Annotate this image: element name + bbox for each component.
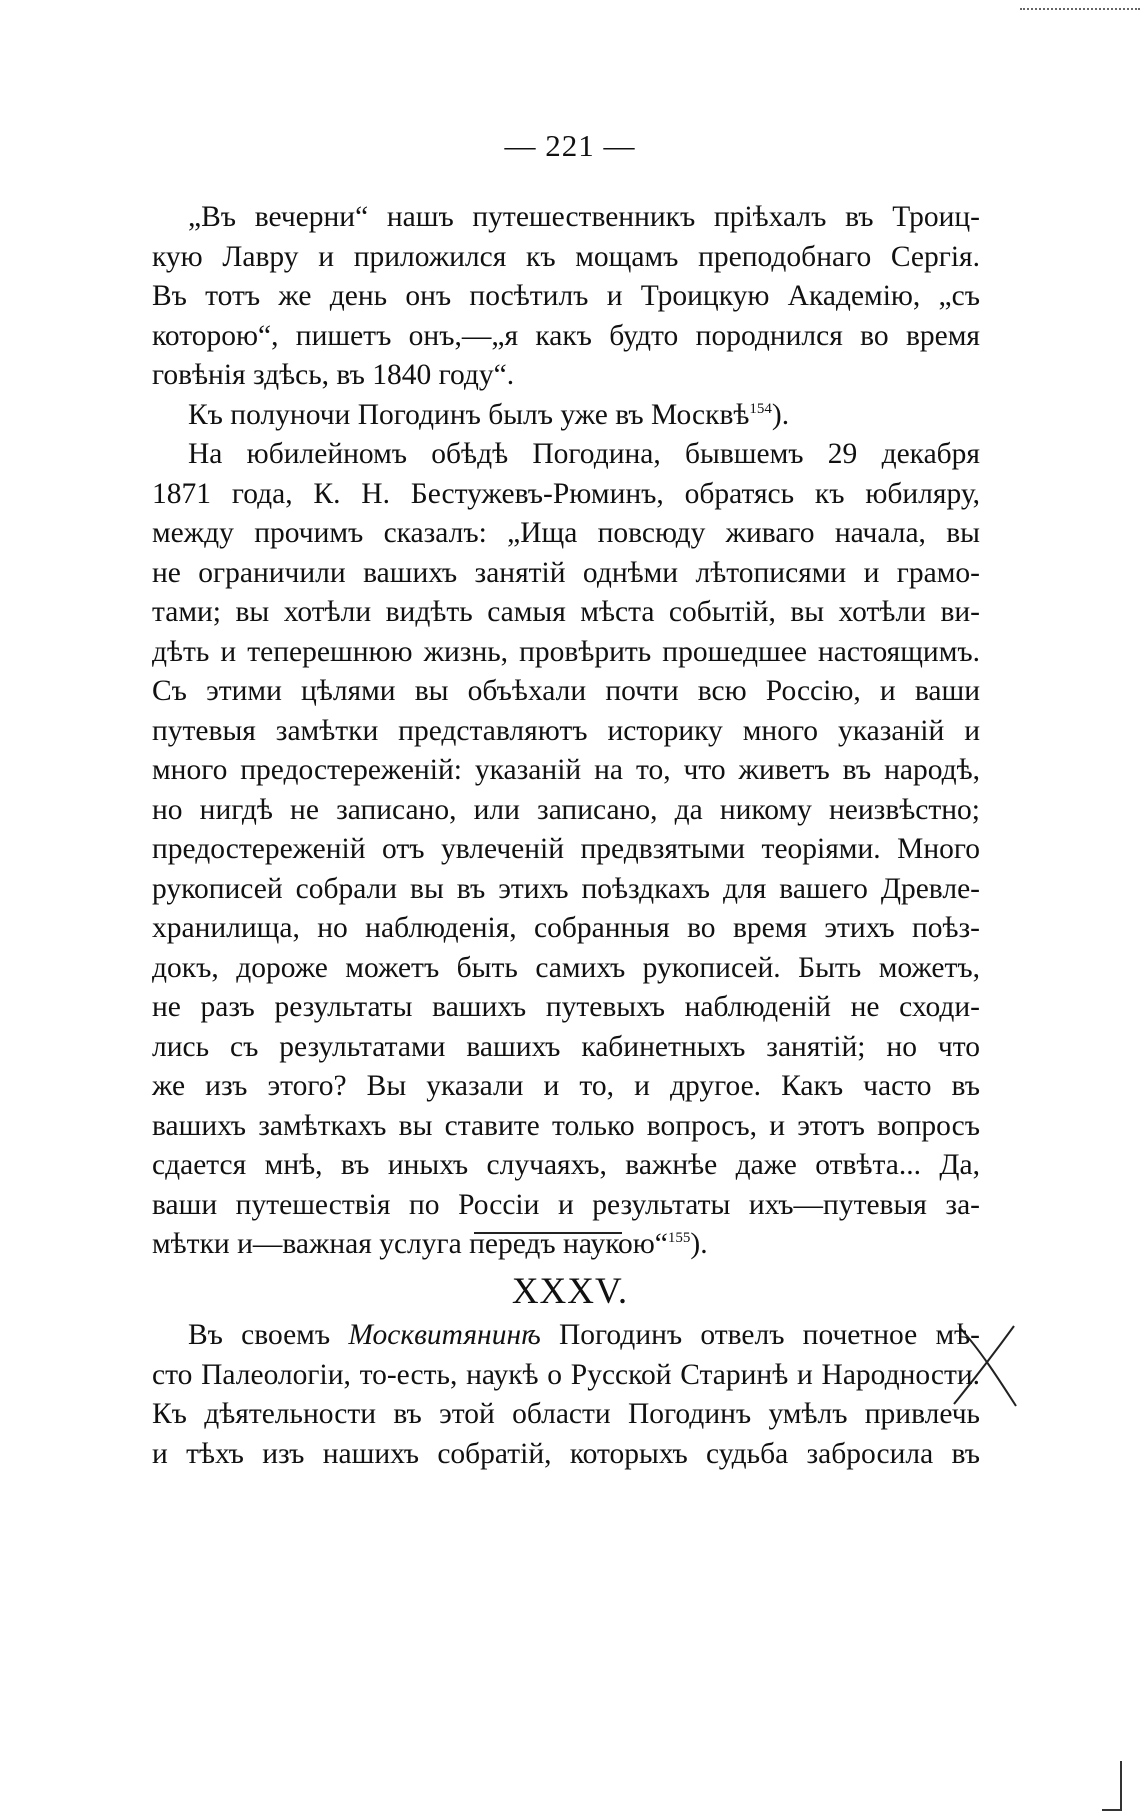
text-line: не ограничили вашихъ занятій однѣми лѣтописями и грамо- [152, 556, 980, 589]
main-text [152, 198, 980, 1265]
text-line: Въ тотъ же день онъ посѣтилъ и Троицкую Академію, „съ [152, 280, 980, 312]
text-line: хранилища, но наблюденія, собранныя во время этихъ поѣз- [152, 912, 980, 944]
paragraph-2 [152, 396, 980, 436]
text-run: мѣтки и—важная услуга передъ наукою“ [152, 1228, 668, 1260]
text-line: сто Палеологіи, то-есть, наукѣ о Русской Старинѣ и Народности. [152, 1358, 980, 1391]
text-line: лись съ результатами вашихъ кабинетныхъ занятій; но что [152, 1030, 980, 1063]
text-line: ваши путешествія по Россіи и результаты ихъ—путевыя за- [152, 1188, 980, 1221]
text-line: докъ, дороже можетъ быть самихъ рукописей. Быть можетъ, [152, 951, 980, 984]
text-line: вашихъ замѣткахъ вы ставите только вопросъ, и этотъ вопросъ [152, 1109, 980, 1142]
text-line: Къ дѣятельности въ этой области Погодинъ умѣлъ привлечь [152, 1398, 980, 1430]
text-line: и тѣхъ изъ нашихъ собратій, которыхъ судьба забросила въ [152, 1437, 980, 1470]
text-line: же изъ этого? Вы указали и то, и другое. Какъ часто въ [152, 1070, 980, 1102]
text-line: дѣть и теперешнюю жизнь, провѣрить прошедшее настоящимъ. [152, 635, 980, 668]
text-line: 1871 года, К. Н. Бестужевъ-Рюминъ, обратясь къ юбиляру, [152, 477, 980, 510]
text-line: „Въ вечерни“ нашъ путешественникъ пріѣхалъ въ Троиц- [188, 201, 980, 233]
page-number: — 221 — [504, 128, 636, 163]
section-divider [474, 1232, 622, 1234]
text-line: не разъ результаты вашихъ путевыхъ наблюденій не сходи- [152, 991, 980, 1023]
text-line: между прочимъ сказалъ: „Ища повсюду живаго начала, вы [152, 517, 980, 549]
text-line: говѣнія здѣсь, въ 1840 году“. [152, 359, 515, 391]
text-line: рукописей собрали вы въ этихъ поѣздкахъ для вашего Древле- [152, 872, 980, 905]
text-run: Въ своемъ [188, 1319, 349, 1351]
text-line: сдается мнѣ, въ иныхъ случаяхъ, важнѣе даже отвѣта... Да, [152, 1149, 980, 1181]
text-run: ). [771, 398, 790, 431]
text-line: На юбилейномъ обѣдѣ Погодина, бывшемъ 29 декабря [188, 438, 980, 470]
text-line: много предостереженій: указаній на то, что живетъ въ народѣ, [152, 754, 980, 786]
text-line: предостереженій отъ увлеченій предвзятыми теоріями. Много [152, 833, 980, 865]
text-line [152, 1225, 980, 1265]
text-line: путевыя замѣтки представляютъ историку много указаній и [152, 714, 980, 747]
journal-title: Москвитянинѣ [348, 1319, 541, 1351]
text-run: Погодинъ отвелъ почетное мѣ- [540, 1319, 980, 1351]
text-line: но нигдѣ не записано, или записано, да никому неизвѣстно; [152, 793, 980, 826]
text-line: кую Лавру и приложился къ мощамъ преподобнаго Сергія. [152, 240, 980, 273]
chapter-heading: XXXV. [511, 1271, 629, 1312]
text-line: которою“, пишетъ онъ,—„я какъ будто породнился во время [152, 319, 980, 352]
text-run: Къ полуночи Погодинъ былъ уже въ Москвѣ [188, 398, 750, 431]
text-line [152, 1316, 980, 1356]
chapter-text [152, 1316, 980, 1474]
footnote-ref: 155 [667, 1230, 691, 1247]
scan-corner-mark [1102, 1761, 1122, 1811]
footnote-ref: 154 [749, 400, 772, 417]
text-line: тами; вы хотѣли видѣть самыя мѣста событій, вы хотѣли ви- [152, 596, 980, 628]
scan-edge-line [1020, 8, 1140, 10]
text-run: ). [690, 1228, 708, 1260]
text-line: Съ этими цѣлями вы объѣхали почти всю Россію, и ваши [152, 675, 980, 707]
